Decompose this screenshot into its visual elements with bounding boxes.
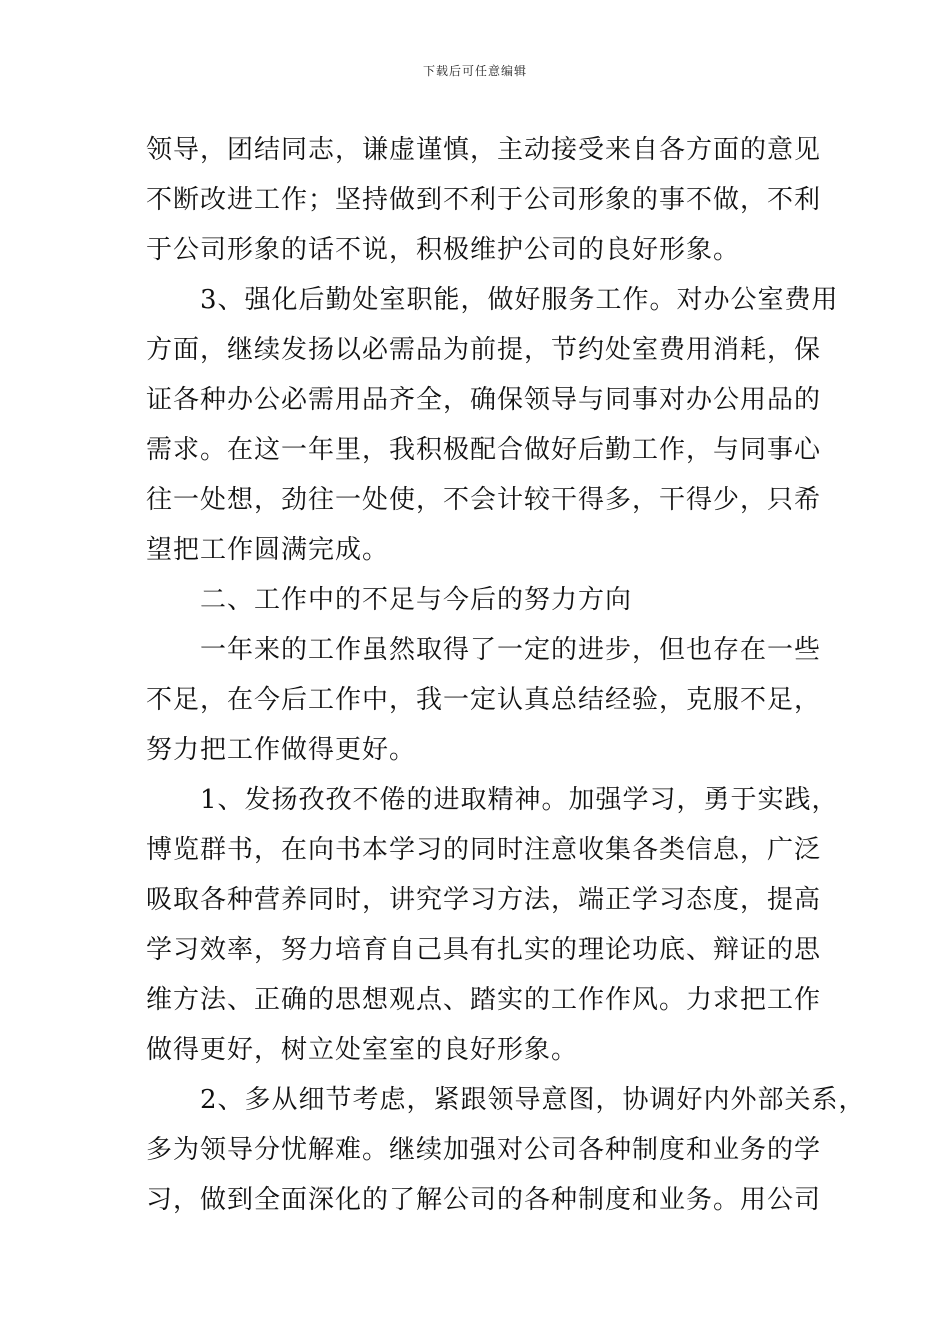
- text-line: 努力把工作做得更好。: [146, 735, 417, 765]
- text-line: 往一处想，劲往一处使，不会计较干得多，干得少，只希: [146, 485, 822, 515]
- text-line: 博览群书，在向书本学习的同时注意收集各类信息，广泛: [146, 835, 822, 865]
- text-line: 学习效率，努力培育自己具有扎实的理论功底、辩证的思: [146, 935, 822, 965]
- text-line: 一年来的工作虽然取得了一定的进步，但也存在一些: [146, 635, 822, 665]
- text-line: 做得更好，树立处室室的良好形象。: [146, 1035, 579, 1065]
- text-line: 于公司形象的话不说，积极维护公司的良好形象。: [146, 235, 741, 265]
- text-line: 3、强化后勤处室职能，做好服务工作。对办公室费用: [146, 285, 839, 315]
- text-line: 领导，团结同志，谦虚谨慎，主动接受来自各方面的意见: [146, 135, 822, 165]
- text-line: 维方法、正确的思想观点、踏实的工作作风。力求把工作: [146, 985, 822, 1015]
- text-line: 方面，继续发扬以必需品为前提，节约处室费用消耗，保: [146, 335, 822, 365]
- text-line: 需求。在这一年里，我积极配合做好后勤工作，与同事心: [146, 435, 822, 465]
- text-line: 多为领导分忧解难。继续加强对公司各种制度和业务的学: [146, 1135, 822, 1165]
- page-header: 下载后可任意编辑: [422, 64, 527, 78]
- text-line: 1、发扬孜孜不倦的进取精神。加强学习，勇于实践，: [146, 785, 839, 815]
- text-line: 不足，在今后工作中，我一定认真总结经验，克服不足，: [146, 685, 822, 715]
- text-line: 证各种办公必需用品齐全，确保领导与同事对办公用品的: [146, 385, 822, 415]
- text-line: 吸取各种营养同时，讲究学习方法，端正学习态度，提高: [146, 885, 822, 915]
- section-heading: 二、工作中的不足与今后的努力方向: [146, 585, 633, 615]
- text-line: 2、多从细节考虑，紧跟领导意图，协调好内外部关系，: [146, 1085, 866, 1115]
- text-line: 望把工作圆满完成。: [146, 535, 390, 565]
- text-line: 不断改进工作；坚持做到不利于公司形象的事不做，不利: [146, 185, 822, 215]
- text-line: 习，做到全面深化的了解公司的各种制度和业务。用公司: [146, 1185, 822, 1215]
